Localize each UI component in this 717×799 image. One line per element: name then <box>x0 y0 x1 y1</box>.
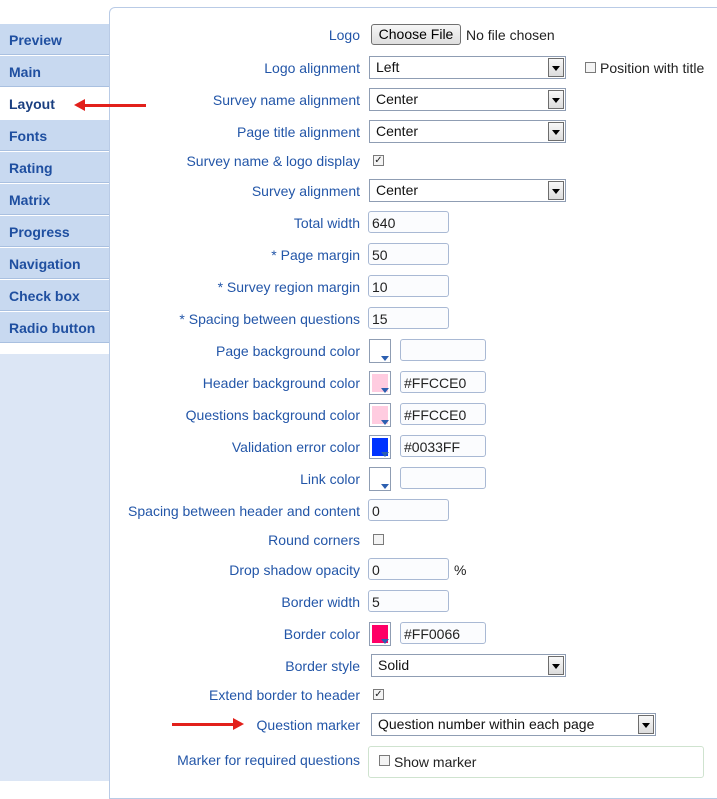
border-style-label: Border style <box>285 658 360 674</box>
header-background-color-picker[interactable] <box>369 371 391 395</box>
drop-shadow-opacity-row <box>0 558 717 582</box>
border-style-row <box>0 654 717 678</box>
survey-region-margin-row <box>0 275 717 299</box>
marker-required-box <box>368 746 704 778</box>
tab-main[interactable]: Main <box>0 55 110 87</box>
border-width-input[interactable]: 5 <box>368 590 449 612</box>
tab-rating[interactable]: Rating <box>0 151 110 183</box>
dropdown-triangle-icon <box>381 356 389 361</box>
validation-error-color-picker[interactable] <box>369 435 391 459</box>
tab-navigation[interactable]: Navigation <box>0 247 110 279</box>
survey-alignment-label: Survey alignment <box>251 183 360 199</box>
extend-border-checkbox[interactable]: ✓ <box>374 689 383 700</box>
survey-name-alignment-select[interactable] <box>369 88 566 111</box>
page-margin-row <box>0 243 717 267</box>
page-background-color-picker[interactable] <box>369 339 391 363</box>
survey-region-margin-input[interactable]: 10 <box>368 275 449 297</box>
total-width-label: Total width <box>293 215 360 231</box>
header-background-color-row <box>0 371 717 395</box>
tab-matrix[interactable]: Matrix <box>0 183 110 215</box>
logo-alignment-row <box>0 56 717 80</box>
round-corners-checkbox[interactable] <box>373 534 384 545</box>
chevron-down-icon <box>548 122 564 141</box>
border-color-row <box>0 622 717 646</box>
questions-background-color-input[interactable]: #FFCCE0 <box>400 403 486 425</box>
survey-region-margin-label: * Survey region margin <box>217 279 360 295</box>
border-color-input[interactable]: #FF0066 <box>400 622 486 644</box>
dropdown-triangle-icon <box>381 639 389 644</box>
survey-name-alignment-row <box>0 88 717 112</box>
sidebar-top-spacer <box>0 0 110 23</box>
chevron-down-icon <box>548 90 564 109</box>
page-background-color-label: Page background color <box>216 343 360 359</box>
extend-border-label: Extend border to header <box>209 687 360 703</box>
questions-background-color-picker[interactable] <box>369 403 391 427</box>
logo-alignment-label: Logo alignment <box>264 60 360 76</box>
round-corners-row <box>0 528 717 552</box>
survey-alignment-select[interactable] <box>369 179 566 202</box>
logo-alignment-select[interactable] <box>369 56 566 79</box>
survey-name-alignment-label: Survey name alignment <box>212 92 360 108</box>
dropdown-triangle-icon <box>381 484 389 489</box>
tab-progress[interactable]: Progress <box>0 215 110 247</box>
page-title-alignment-select[interactable] <box>369 120 566 143</box>
tab-radio-button[interactable]: Radio button <box>0 311 110 343</box>
show-marker-checkbox[interactable] <box>379 755 390 766</box>
annotation-arrow-question-marker <box>172 723 234 726</box>
survey-alignment-row <box>0 179 717 203</box>
round-corners-label: Round corners <box>268 532 360 548</box>
border-style-select[interactable] <box>371 654 566 677</box>
total-width-input[interactable]: 640 <box>368 211 449 233</box>
spacing-between-questions-input[interactable]: 15 <box>368 307 449 329</box>
file-status: No file chosen <box>466 27 555 43</box>
drop-shadow-opacity-input[interactable]: 0 <box>368 558 449 580</box>
page-margin-input[interactable]: 50 <box>368 243 449 265</box>
question-marker-label: Question marker <box>256 717 360 733</box>
chevron-down-icon <box>548 656 564 675</box>
page-title-alignment-label: Page title alignment <box>237 124 360 140</box>
header-background-color-label: Header background color <box>202 375 360 391</box>
page-title-alignment-row <box>0 120 717 144</box>
chevron-down-icon <box>548 181 564 200</box>
border-color-label: Border color <box>283 626 360 642</box>
link-color-label: Link color <box>300 471 360 487</box>
position-with-title-label: Position with title <box>600 60 705 76</box>
questions-background-color-row <box>0 403 717 427</box>
survey-name-alignment-value: Center <box>376 91 419 107</box>
border-width-label: Border width <box>281 594 360 610</box>
page-background-color-row <box>0 339 717 363</box>
extend-border-row <box>0 683 717 707</box>
spacing-header-content-label: Spacing between header and content <box>128 503 360 519</box>
link-color-picker[interactable] <box>369 467 391 491</box>
question-marker-select[interactable] <box>371 713 656 736</box>
page-title-alignment-value: Center <box>376 123 419 139</box>
spacing-between-questions-label: * Spacing between questions <box>179 311 360 327</box>
show-marker-label: Show marker <box>394 754 477 770</box>
chevron-down-icon <box>638 715 654 734</box>
dropdown-triangle-icon <box>381 388 389 393</box>
survey-name-logo-display-label: Survey name & logo display <box>186 153 360 169</box>
tab-preview[interactable]: Preview <box>0 23 110 55</box>
link-color-input[interactable] <box>400 467 486 489</box>
tab-fonts[interactable]: Fonts <box>0 119 110 151</box>
validation-error-color-input[interactable]: #0033FF <box>400 435 486 457</box>
position-with-title-checkbox[interactable] <box>585 62 596 73</box>
survey-name-logo-display-checkbox[interactable]: ✓ <box>374 155 383 166</box>
spacing-between-questions-row <box>0 307 717 331</box>
page-background-color-input[interactable] <box>400 339 486 361</box>
survey-alignment-value: Center <box>376 182 419 198</box>
questions-background-color-label: Questions background color <box>185 407 360 423</box>
marker-required-label: Marker for required questions <box>177 752 360 768</box>
dropdown-triangle-icon <box>381 420 389 425</box>
choose-file-button[interactable]: Choose File <box>371 24 461 45</box>
spacing-header-content-row <box>0 499 717 523</box>
logo-label: Logo <box>328 27 360 43</box>
spacing-header-content-input[interactable]: 0 <box>368 499 449 521</box>
logo-row <box>0 23 717 47</box>
page-margin-label: * Page margin <box>271 247 360 263</box>
border-color-picker[interactable] <box>369 622 391 646</box>
validation-error-color-label: Validation error color <box>231 439 360 455</box>
total-width-row <box>0 211 717 235</box>
tab-check-box[interactable]: Check box <box>0 279 110 311</box>
tab-layout[interactable]: Layout <box>0 87 111 119</box>
survey-name-logo-display-row <box>0 149 717 173</box>
border-style-value: Solid <box>378 657 410 673</box>
border-width-row <box>0 590 717 614</box>
percent-unit: % <box>454 562 467 578</box>
header-background-color-input[interactable]: #FFCCE0 <box>400 371 486 393</box>
link-color-row <box>0 467 717 491</box>
chevron-down-icon <box>548 58 564 77</box>
question-marker-row <box>0 713 717 737</box>
validation-error-color-row <box>0 435 717 459</box>
question-marker-value: Question number within each page <box>378 716 595 732</box>
drop-shadow-opacity-label: Drop shadow opacity <box>229 562 360 578</box>
dropdown-triangle-icon <box>381 452 389 457</box>
logo-alignment-value: Left <box>376 59 400 75</box>
